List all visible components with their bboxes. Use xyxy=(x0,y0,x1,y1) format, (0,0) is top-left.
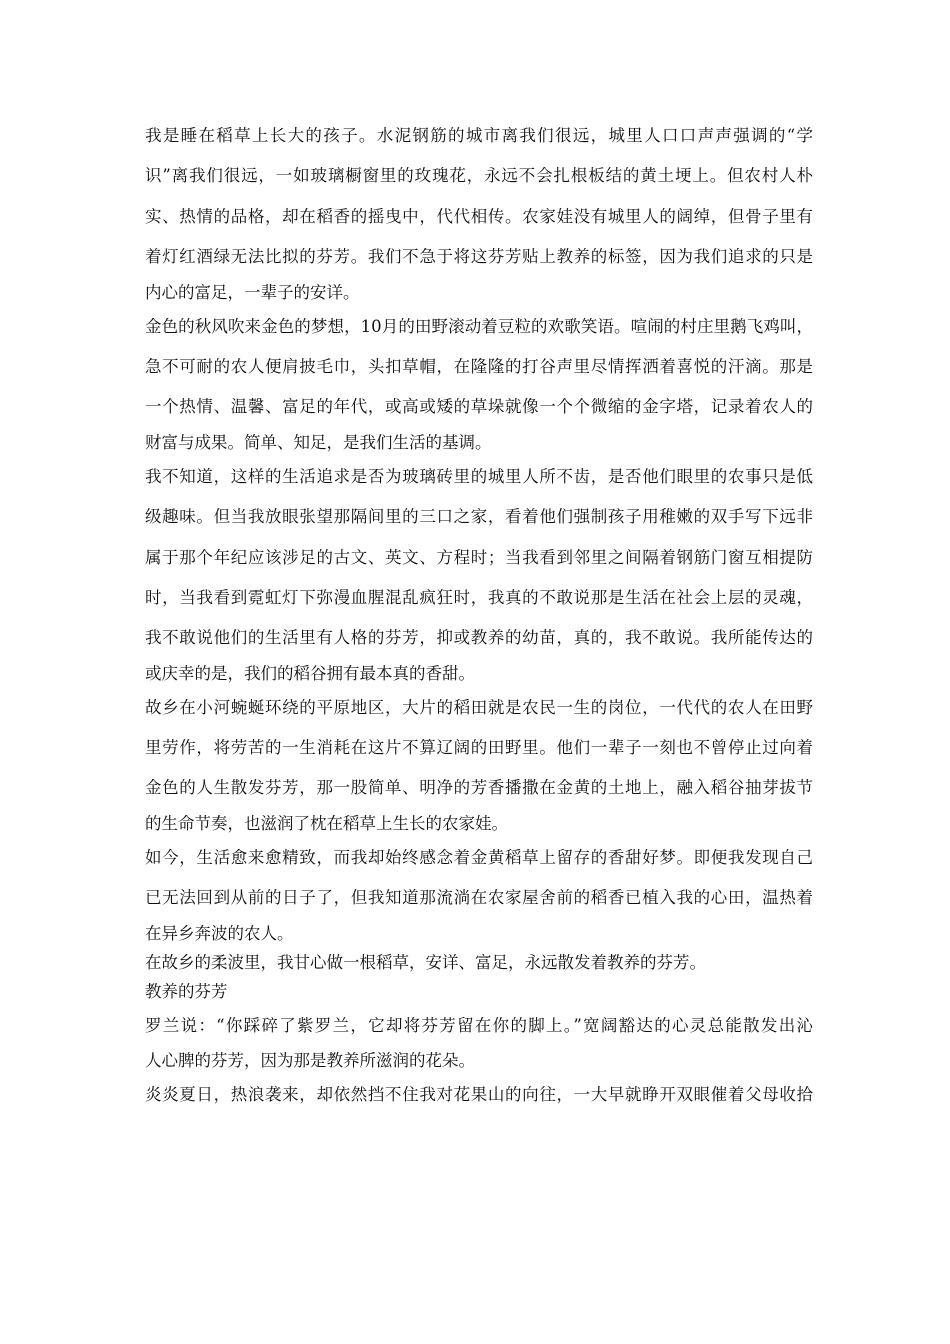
text-line: 财富与成果。简单、知足，是我们生活的基调。 xyxy=(145,432,492,452)
text-line: 我是睡在稻草上长大的孩子。水泥钢筋的城市离我们很远，城里人口口声声强调的“学 xyxy=(145,126,813,145)
text-line: 故乡在小河蜿蜒环绕的平原地区，大片的稻田就是农民一生的岗位，一代代的农人在田野 xyxy=(145,697,813,717)
text-line: 的生命节奏，也滋润了枕在稻草上生长的农家娃。 xyxy=(145,813,508,833)
text-line: 里劳作，将劳苦的一生消耗在这片不算辽阔的田野里。他们一辈子一刻也不曾停止过向着 xyxy=(145,738,813,758)
text-line: 教养的芬芳 xyxy=(145,981,228,1001)
text-line: 实、热情的品格，却在稻香的摇曳中，代代相传。农家娃没有城里人的阔绰，但骨子里有 xyxy=(145,206,813,226)
text-line: 急不可耐的农人便肩披毛巾，头扣草帽，在隆隆的打谷声里尽情挥洒着喜悦的汗滴。那是 xyxy=(145,356,813,376)
text-line: 罗兰说：“你踩碎了紫罗兰，它却将芬芳留在你的脚上。”宽阔豁达的心灵总能散发出沁 xyxy=(145,1015,813,1035)
text-line: 在故乡的柔波里，我甘心做一根稻草，安详、富足，永远散发着教养的芬芳。 xyxy=(145,952,706,972)
text-line: 人心脾的芬芳，因为那是教养所滋润的花朵。 xyxy=(145,1051,475,1071)
text-line: 金色的秋风吹来金色的梦想，10月的田野滚动着豆粒的欢歌笑语。喧闹的村庄里鹅飞鸡叫， xyxy=(145,316,813,336)
text-line: 炎炎夏日，热浪袭来，却依然挡不住我对花果山的向往，一大早就睁开双眼催着父母收拾 xyxy=(145,1085,813,1105)
text-line: 一个热情、温馨、富足的年代，或高或矮的草垛就像一个个微缩的金字塔，记录着农人的 xyxy=(145,397,813,417)
text-line: 识”离我们很远，一如玻璃橱窗里的玫瑰花，永远不会扎根板结的黄土埂上。但农村人朴 xyxy=(145,166,813,186)
text-line: 内心的富足，一辈子的安详。 xyxy=(145,282,360,302)
text-line: 属于那个年纪应该涉足的古文、英文、方程时；当我看到邻里之间隔着钢筋门窗互相提防 xyxy=(145,547,813,567)
text-line: 着灯红酒绿无法比拟的芬芳。我们不急于将这芬芳贴上教养的标签，因为我们追求的只是 xyxy=(145,247,813,267)
text-line: 如今，生活愈来愈精致，而我却始终感念着金黄稻草上留存的香甜好梦。即便我发现自己 xyxy=(145,847,813,867)
document-body xyxy=(145,116,813,1115)
text-line: 时，当我看到霓虹灯下弥漫血腥混乱疯狂时，我真的不敢说那是生活在社会上层的灵魂， xyxy=(145,587,813,607)
text-line: 我不知道，这样的生活追求是否为玻璃砖里的城里人所不齿，是否他们眼里的农事只是低 xyxy=(145,466,813,486)
text-line: 在异乡奔波的农人。 xyxy=(145,923,294,943)
text-line: 我不敢说他们的生活里有人格的芬芳，抑或教养的幼苗，真的，我不敢说。我所能传达的 xyxy=(145,628,813,648)
text-line: 级趣味。但当我放眼张望那隔间里的三口之家，看着他们强制孩子用稚嫩的双手写下远非 xyxy=(145,507,813,527)
text-line: 或庆幸的是，我们的稻谷拥有最本真的香甜。 xyxy=(145,663,475,683)
text-line: 已无法回到从前的日子了，但我知道那流淌在农家屋舍前的稻香已植入我的心田，温热着 xyxy=(145,888,813,908)
text-line: 金色的人生散发芬芳，那一股简单、明净的芳香播撒在金黄的土地上，融入稻谷抽芽拔节 xyxy=(145,778,813,798)
